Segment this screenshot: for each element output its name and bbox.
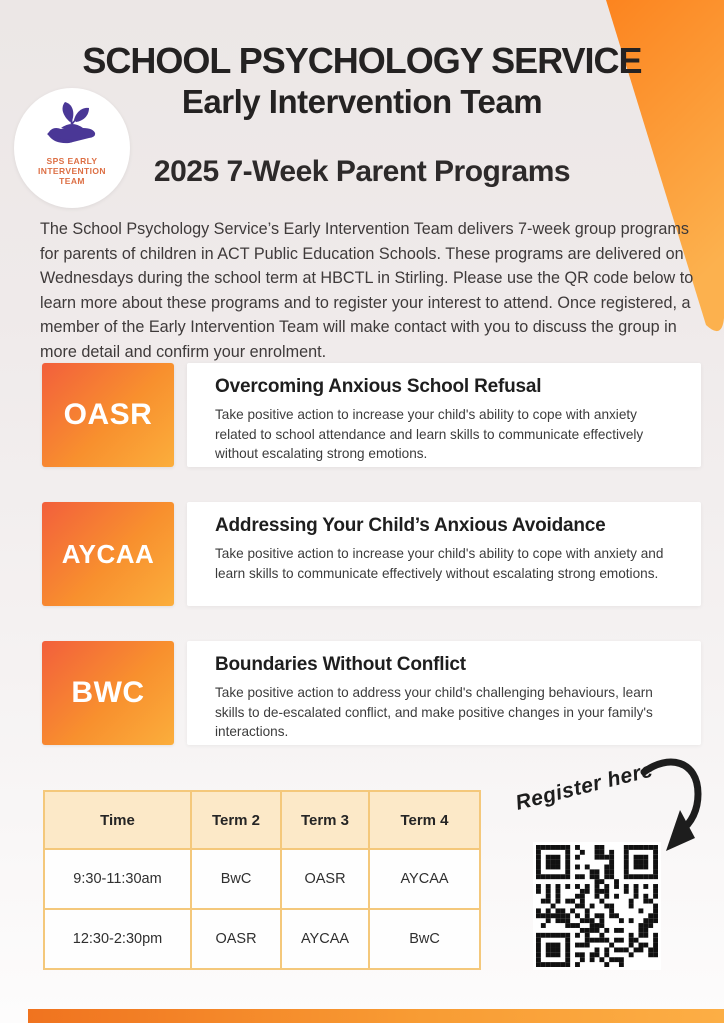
register-here-label: Register here (513, 758, 656, 815)
cell-term4: BwC (369, 909, 480, 969)
cell-term2: OASR (191, 909, 281, 969)
page-title-line1: SCHOOL PSYCHOLOGY SERVICE (82, 40, 642, 81)
program-badge-oasr: OASR (42, 363, 174, 467)
bottom-accent-bar (28, 1009, 724, 1023)
program-card-aycaa (0, 502, 724, 607)
cell-time: 9:30-11:30am (44, 849, 191, 909)
program-panel-oasr (187, 363, 701, 467)
logo-line-2: INTERVENTION (38, 166, 106, 176)
program-title: Overcoming Anxious School Refusal (215, 376, 542, 397)
page-title-line2: Early Intervention Team (181, 83, 543, 120)
logo-line-3: TEAM (59, 176, 85, 186)
cell-term3: AYCAA (281, 909, 369, 969)
cell-term2: BwC (191, 849, 281, 909)
logo-line-1: SPS EARLY (46, 156, 98, 166)
program-badge-bwc: BWC (42, 641, 174, 745)
table-header-row (44, 791, 480, 849)
program-title: Addressing Your Child’s Anxious Avoidance (215, 515, 606, 536)
table-row (44, 849, 480, 909)
intro-paragraph: The School Psychology Service’s Early Intervention Team delivers 7-week group programs for parents of children in ACT Public Education Schools. These programs are delivered on Wednesdays during the school term at HBCTL in Stirling. Please use the QR code below to learn more about these programs and to register your interest to attend. Once registered, a member of the Early Intervention Team will make contact with you to discuss the group in more detail and confirm your enrolment. (40, 220, 694, 361)
column-header-term2: Term 2 (191, 791, 281, 849)
program-title: Boundaries Without Conflict (215, 654, 466, 675)
cell-term3: OASR (281, 849, 369, 909)
qr-code (533, 842, 661, 970)
program-panel-aycaa (187, 502, 701, 606)
program-badge-aycaa: AYCAA (42, 502, 174, 606)
table-row (44, 909, 480, 969)
program-description: Take positive action to address your child's challenging behaviours, learn skills to de-escalated conflict, and make positive changes in your family's interactions. (215, 685, 653, 739)
program-description: Take positive action to increase your child's ability to cope with anxiety related to school attendance and learn skills to communicate effectively without escalating strong emotions. (215, 407, 644, 461)
column-header-time: Time (44, 791, 191, 849)
program-description: Take positive action to increase your child's ability to cope with anxiety and learn skills to communicate effectively without escalating strong emotions. (215, 546, 664, 581)
program-card-bwc (0, 641, 724, 746)
cell-term4: AYCAA (369, 849, 480, 909)
program-panel-bwc (187, 641, 701, 745)
cell-time: 12:30-2:30pm (44, 909, 191, 969)
column-header-term3: Term 3 (281, 791, 369, 849)
program-card-oasr (0, 363, 724, 468)
column-header-term4: Term 4 (369, 791, 480, 849)
page-subtitle: 2025 7-Week Parent Programs (153, 155, 571, 188)
schedule-table (43, 790, 481, 970)
